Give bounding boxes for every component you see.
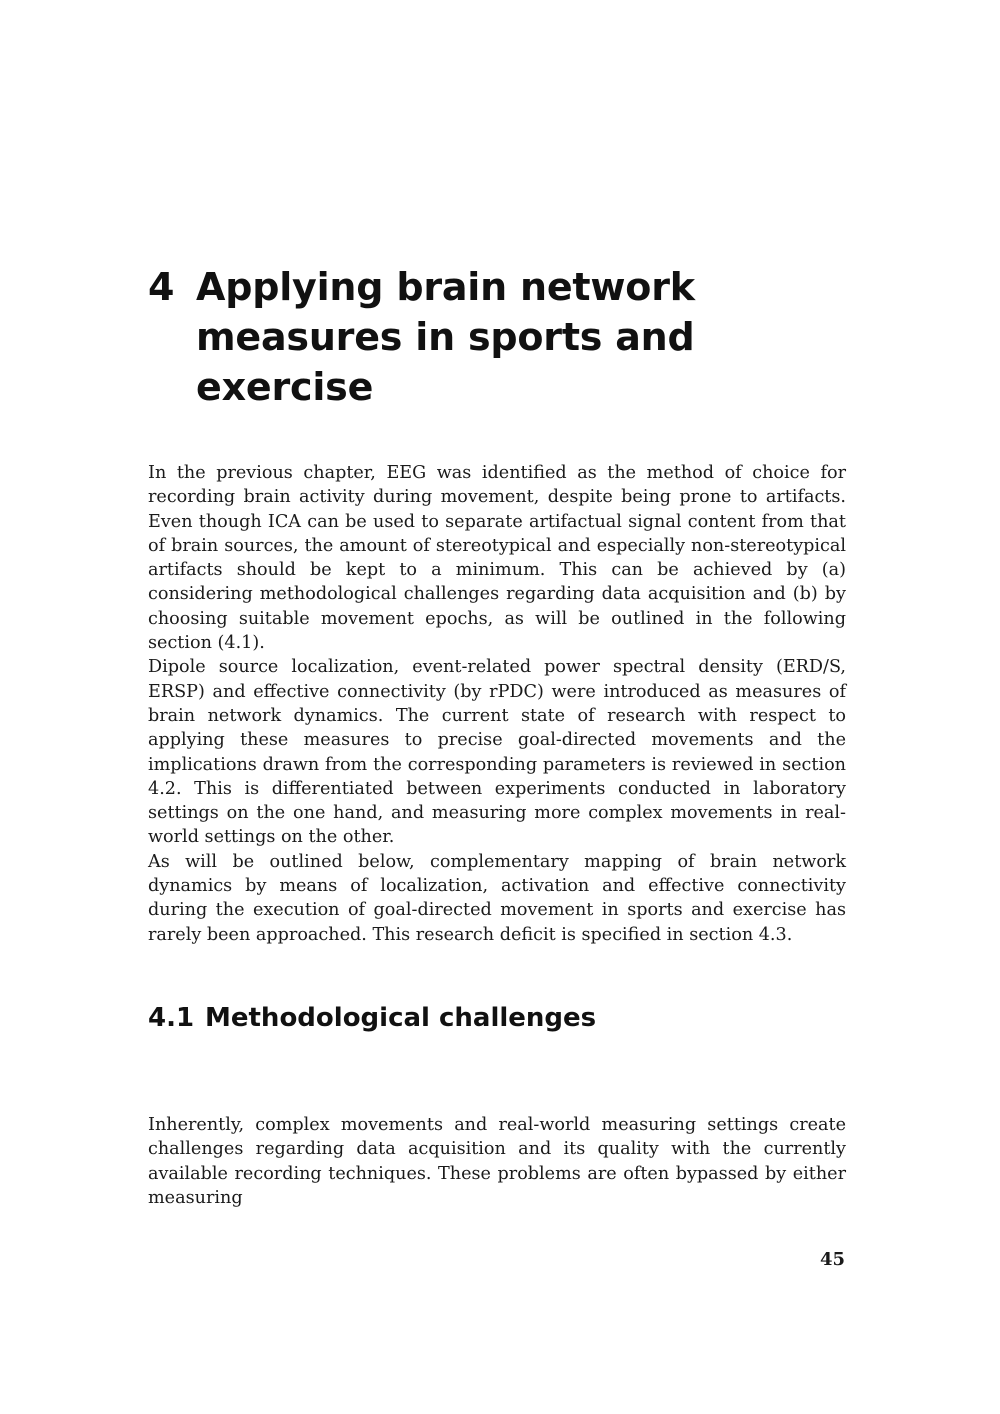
chapter-title: Applying brain network measures in sports and exercise [196,265,695,409]
chapter-number: 4 [148,265,175,309]
page-number: 45 [819,1249,845,1270]
chapter-intro [148,461,846,947]
intro-paragraph-1: In the previous chapter, EEG was identified as the method of choice for recording brain activity during movement, despite being prone to artifacts. Even though ICA can be used to separate artifactual signal content from that of brain sources, the amount of stereotypical and especially non-stereotypical artifacts should be kept to a minimum. This can be achieved by (a) considering methodological challenges regarding data acquisition and (b) by choosing suitable movement epochs, as will be outlined in the following section (4.1). [148,463,846,654]
section-heading [148,1000,596,1036]
section-body [148,1113,846,1210]
intro-paragraph-3: As will be outlined below, complementary mapping of brain network dynamics by means of localization, activation and effective connectivity during the execution of goal-directed movement in sports and exercise has rarely been approached. This research deficit is specified in section 4.3. [148,851,846,945]
intro-paragraph-2: Dipole source localization, event-related power spectral density (ERD/S, ERSP) and effective connectivity (by rPDC) were introduced as measures of brain network dynamics. The current state of research with respect to applying these measures to precise goal-directed movements and the implications drawn from the corresponding parameters is reviewed in section 4.2. This is differentiated between experiments conducted in laboratory settings on the one hand, and measuring more complex movements in real-world settings on the other. [148,657,846,848]
section-number: 4.1 [148,1003,195,1033]
chapter-heading [148,262,868,412]
section-paragraph: Inherently, complex movements and real-world measuring settings create challenges regarding data acquisition and its quality with the currently available recording techniques. These problems are often bypassed by either measuring [148,1115,846,1208]
section-title: Methodological challenges [205,1003,597,1033]
